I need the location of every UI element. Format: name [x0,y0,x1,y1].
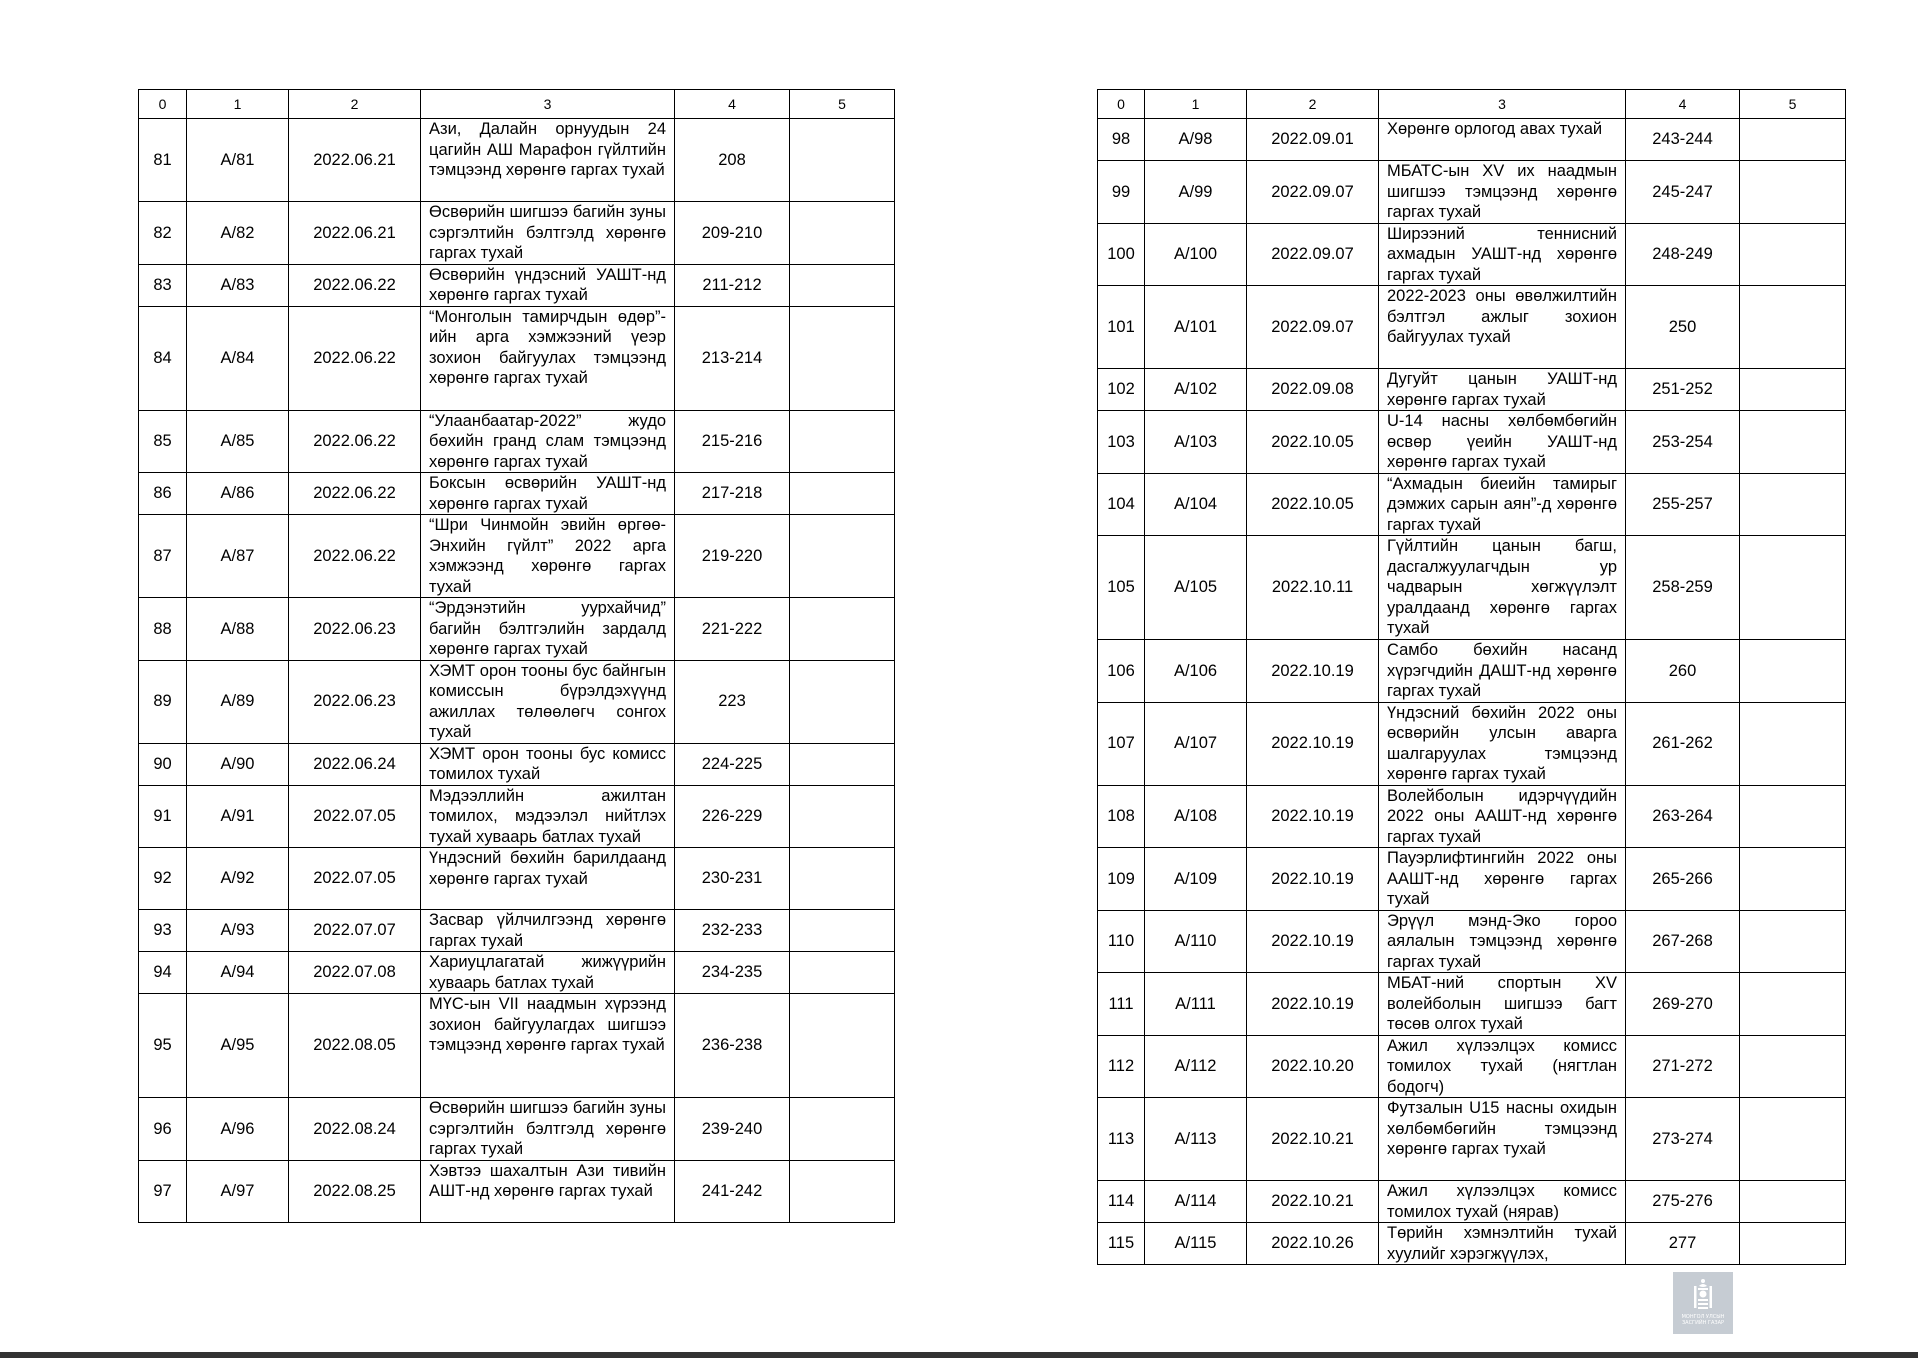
row-number-cell: 93 [139,910,187,952]
row-number-cell: 111 [1098,973,1145,1036]
title-cell: Өсвөрийн үндэсний УАШТ-нд хөрөнгө гаргах тухай [421,264,675,306]
pages-cell: 250 [1626,286,1740,369]
title-cell: Өсвөрийн шигшээ багийн зуны сэргэлтийн бэлтгэлд хөрөнгө гаргах тухай [421,1098,675,1161]
row-number-cell: 109 [1098,848,1145,911]
note-cell [1740,369,1846,411]
note-cell [1740,910,1846,973]
pages-cell: 241-242 [675,1160,790,1222]
table-row [1098,973,1846,1036]
order-code-cell: А/92 [187,848,289,910]
table-row [1098,1035,1846,1098]
date-cell: 2022.09.07 [1247,161,1379,224]
title-cell: Боксын өсвөрийн УАШТ-нд хөрөнгө гаргах тухай [421,473,675,515]
row-number-cell: 86 [139,473,187,515]
note-cell [1740,536,1846,640]
table-row [139,785,895,848]
header-cell: 2 [1247,90,1379,119]
date-cell: 2022.10.21 [1247,1098,1379,1181]
table-row [1098,640,1846,703]
table-row [1098,161,1846,224]
table-row [139,743,895,785]
date-cell: 2022.10.26 [1247,1223,1379,1265]
pages-cell: 269-270 [1626,973,1740,1036]
header-row [1098,90,1846,119]
pages-cell: 236-238 [675,994,790,1098]
date-cell: 2022.06.21 [289,119,421,202]
note-cell [790,515,895,598]
header-cell: 1 [187,90,289,119]
note-cell [1740,1181,1846,1223]
title-cell: Ази, Далайн орнуудын 24 цагийн АШ Марафон гүйлтийн тэмцээнд хөрөнгө гаргах тухай [421,119,675,202]
header-cell: 5 [1740,90,1846,119]
row-number-cell: 108 [1098,785,1145,848]
note-cell [790,306,895,410]
row-number-cell: 83 [139,264,187,306]
title-cell: ХЭМТ орон тооны бус байнгын комиссын бүрэлдэхүүнд ажиллах төлөөлөгч сонгох тухай [421,660,675,743]
note-cell [1740,848,1846,911]
order-code-cell: А/99 [1145,161,1247,224]
order-code-cell: А/110 [1145,910,1247,973]
order-code-cell: А/105 [1145,536,1247,640]
order-code-cell: А/93 [187,910,289,952]
title-cell: Футзалын U15 насны охидын хөлбөмбөгийн тэмцээнд хөрөнгө гаргах тухай [1379,1098,1626,1181]
title-cell: “Улаанбаатар-2022” жудо бөхийн гранд слам тэмцээнд хөрөнгө гаргах тухай [421,410,675,473]
row-number-cell: 94 [139,952,187,994]
logo-text [1682,1314,1725,1326]
note-cell [1740,473,1846,536]
order-code-cell: А/84 [187,306,289,410]
row-number-cell: 105 [1098,536,1145,640]
row-number-cell: 101 [1098,286,1145,369]
note-cell [1740,119,1846,161]
date-cell: 2022.07.08 [289,952,421,994]
pages-cell: 211-212 [675,264,790,306]
order-code-cell: А/112 [1145,1035,1247,1098]
pages-cell: 234-235 [675,952,790,994]
title-cell: Пауэрлифтингийн 2022 оны ААШТ-нд хөрөнгө гаргах тухай [1379,848,1626,911]
note-cell [790,994,895,1098]
date-cell: 2022.09.01 [1247,119,1379,161]
order-code-cell: А/90 [187,743,289,785]
table-row [1098,910,1846,973]
row-number-cell: 107 [1098,702,1145,785]
date-cell: 2022.06.21 [289,202,421,265]
table-row [139,306,895,410]
note-cell [1740,785,1846,848]
date-cell: 2022.07.07 [289,910,421,952]
title-cell: ХЭМТ орон тооны бус комисс томилох тухай [421,743,675,785]
note-cell [790,410,895,473]
title-cell: Ширээний теннисний ахмадын УАШТ-нд хөрөнгө гаргах тухай [1379,223,1626,286]
note-cell [1740,286,1846,369]
pages-cell: 230-231 [675,848,790,910]
table-row [139,410,895,473]
title-cell: МБАТ-ний спортын XV волейболын шигшээ багт төсөв олгох тухай [1379,973,1626,1036]
pages-cell: 209-210 [675,202,790,265]
header-cell: 2 [289,90,421,119]
title-cell: “Шри Чинмойн эвийн өргөө-Энхийн гүйлт” 2022 арга хэмжээнд хөрөнгө гаргах тухай [421,515,675,598]
row-number-cell: 97 [139,1160,187,1222]
order-code-cell: А/106 [1145,640,1247,703]
table-row [1098,785,1846,848]
row-number-cell: 96 [139,1098,187,1161]
table-row [139,660,895,743]
row-number-cell: 87 [139,515,187,598]
row-number-cell: 113 [1098,1098,1145,1181]
row-number-cell: 112 [1098,1035,1145,1098]
pages-cell: 239-240 [675,1098,790,1161]
row-number-cell: 85 [139,410,187,473]
order-code-cell: А/85 [187,410,289,473]
pages-cell: 232-233 [675,910,790,952]
date-cell: 2022.06.22 [289,306,421,410]
order-code-cell: А/113 [1145,1098,1247,1181]
order-code-cell: А/104 [1145,473,1247,536]
title-cell: Ажил хүлээлцэх комисс томилох тухай (нягтлан бодогч) [1379,1035,1626,1098]
title-cell: Өсвөрийн шигшээ багийн зуны сэргэлтийн бэлтгэлд хөрөнгө гаргах тухай [421,202,675,265]
note-cell [1740,702,1846,785]
note-cell [1740,223,1846,286]
order-code-cell: А/81 [187,119,289,202]
pages-cell: 223 [675,660,790,743]
order-code-cell: А/114 [1145,1181,1247,1223]
title-cell: Хариуцлагатай жижүүрийн хуваарь батлах тухай [421,952,675,994]
table-row [1098,1098,1846,1181]
table-row [139,910,895,952]
note-cell [790,910,895,952]
pages-cell: 243-244 [1626,119,1740,161]
note-cell [790,1160,895,1222]
table-row [1098,473,1846,536]
date-cell: 2022.06.22 [289,410,421,473]
note-cell [790,660,895,743]
date-cell: 2022.10.19 [1247,785,1379,848]
row-number-cell: 82 [139,202,187,265]
header-cell: 4 [1626,90,1740,119]
order-code-cell: А/103 [1145,411,1247,474]
header-cell: 1 [1145,90,1247,119]
date-cell: 2022.06.24 [289,743,421,785]
row-number-cell: 106 [1098,640,1145,703]
order-code-cell: А/89 [187,660,289,743]
note-cell [790,848,895,910]
note-cell [790,264,895,306]
table-row [139,1160,895,1222]
row-number-cell: 91 [139,785,187,848]
table-row [1098,1223,1846,1265]
title-cell: “Монголын тамирчдын өдөр”-ийн арга хэмжээний үеэр зохион байгуулах тэмцээнд хөрөнгө гаргах тухай [421,306,675,410]
note-cell [790,473,895,515]
header-cell: 5 [790,90,895,119]
table-row [139,848,895,910]
row-number-cell: 98 [1098,119,1145,161]
pages-cell: 208 [675,119,790,202]
order-code-cell: А/88 [187,598,289,661]
table-row [139,994,895,1098]
pages-cell: 261-262 [1626,702,1740,785]
note-cell [1740,161,1846,224]
date-cell: 2022.09.07 [1247,286,1379,369]
pages-cell: 271-272 [1626,1035,1740,1098]
table-row [139,598,895,661]
pages-cell: 251-252 [1626,369,1740,411]
pages-cell: 221-222 [675,598,790,661]
order-code-cell: А/111 [1145,973,1247,1036]
pages-cell: 213-214 [675,306,790,410]
order-code-cell: А/109 [1145,848,1247,911]
pages-cell: 265-266 [1626,848,1740,911]
title-cell: U-14 насны хөлбөмбөгийн өсвөр үеийн УАШТ-нд хөрөнгө гаргах тухай [1379,411,1626,474]
date-cell: 2022.07.05 [289,785,421,848]
note-cell [790,598,895,661]
order-code-cell: А/91 [187,785,289,848]
pages-cell: 219-220 [675,515,790,598]
pages-cell: 224-225 [675,743,790,785]
row-number-cell: 99 [1098,161,1145,224]
date-cell: 2022.10.19 [1247,640,1379,703]
title-cell: “Ахмадын биеийн тамирыг дэмжих сарын аян”-д хөрөнгө гаргах тухай [1379,473,1626,536]
note-cell [1740,1035,1846,1098]
title-cell: Хөрөнгө орлогод авах тухай [1379,119,1626,161]
table-row [139,952,895,994]
pages-cell: 217-218 [675,473,790,515]
title-cell: Волейболын идэрчүүдийн 2022 оны ААШТ-нд хөрөнгө гаргах тухай [1379,785,1626,848]
date-cell: 2022.10.19 [1247,910,1379,973]
table-row [1098,1181,1846,1223]
pages-cell: 255-257 [1626,473,1740,536]
table-row [1098,848,1846,911]
date-cell: 2022.07.05 [289,848,421,910]
row-number-cell: 88 [139,598,187,661]
title-cell: Төрийн хэмнэлтийн тухай хуулийг хэрэгжүүлэх, [1379,1223,1626,1265]
date-cell: 2022.06.22 [289,473,421,515]
table-row [1098,411,1846,474]
note-cell [790,785,895,848]
note-cell [1740,1223,1846,1265]
pages-cell: 253-254 [1626,411,1740,474]
row-number-cell: 90 [139,743,187,785]
date-cell: 2022.10.05 [1247,473,1379,536]
note-cell [1740,1098,1846,1181]
date-cell: 2022.10.05 [1247,411,1379,474]
note-cell [790,952,895,994]
order-code-cell: А/95 [187,994,289,1098]
order-code-cell: А/86 [187,473,289,515]
date-cell: 2022.10.19 [1247,973,1379,1036]
order-code-cell: А/115 [1145,1223,1247,1265]
date-cell: 2022.09.07 [1247,223,1379,286]
title-cell: Гүйлтийн цанын багш, дасгалжуулагчдын ур чадварын хөгжүүлэлт уралдаанд хөрөнгө гаргах тухай [1379,536,1626,640]
header-row [139,90,895,119]
order-code-cell: А/107 [1145,702,1247,785]
row-number-cell: 95 [139,994,187,1098]
row-number-cell: 104 [1098,473,1145,536]
date-cell: 2022.06.23 [289,660,421,743]
table-row [1098,286,1846,369]
row-number-cell: 115 [1098,1223,1145,1265]
note-cell [790,119,895,202]
date-cell: 2022.09.08 [1247,369,1379,411]
date-cell: 2022.10.19 [1247,848,1379,911]
table-row [139,1098,895,1161]
table-row [1098,536,1846,640]
order-code-cell: А/96 [187,1098,289,1161]
date-cell: 2022.08.25 [289,1160,421,1222]
register-table-left [138,89,895,1223]
pages-cell: 273-274 [1626,1098,1740,1181]
pages-cell: 275-276 [1626,1181,1740,1223]
header-cell: 0 [1098,90,1145,119]
row-number-cell: 84 [139,306,187,410]
register-table-right [1097,89,1846,1265]
date-cell: 2022.08.05 [289,994,421,1098]
date-cell: 2022.06.22 [289,264,421,306]
note-cell [1740,640,1846,703]
title-cell: “Эрдэнэтийн уурхайчид” багийн бэлтгэлийн зардалд хөрөнгө гаргах тухай [421,598,675,661]
title-cell: 2022-2023 оны өвөлжилтийн бэлтгэл ажлыг зохион байгуулах тухай [1379,286,1626,369]
logo-line-2: ЗАСГИЙН ГАЗАР [1681,1320,1725,1326]
order-code-cell: А/98 [1145,119,1247,161]
title-cell: Ажил хүлээлцэх комисс томилох тухай (нярав) [1379,1181,1626,1223]
left-table-body [139,119,895,1223]
order-code-cell: А/100 [1145,223,1247,286]
note-cell [1740,973,1846,1036]
pages-cell: 258-259 [1626,536,1740,640]
order-code-cell: А/87 [187,515,289,598]
note-cell [1740,411,1846,474]
order-code-cell: А/97 [187,1160,289,1222]
bottom-bar [0,1352,1918,1358]
row-number-cell: 114 [1098,1181,1145,1223]
title-cell: Самбо бөхийн насанд хүрэгчдийн ДАШТ-нд хөрөнгө гаргах тухай [1379,640,1626,703]
government-emblem-logo [1673,1272,1733,1334]
pages-cell: 263-264 [1626,785,1740,848]
table-row [139,473,895,515]
pages-cell: 260 [1626,640,1740,703]
header-cell: 3 [1379,90,1626,119]
pages-cell: 226-229 [675,785,790,848]
order-code-cell: А/83 [187,264,289,306]
pages-cell: 215-216 [675,410,790,473]
row-number-cell: 81 [139,119,187,202]
table-row [139,264,895,306]
date-cell: 2022.10.19 [1247,702,1379,785]
title-cell: Хэвтээ шахалтын Ази тивийн АШТ-нд хөрөнгө гаргах тухай [421,1160,675,1222]
table-row [139,119,895,202]
header-cell: 3 [421,90,675,119]
header-cell: 4 [675,90,790,119]
table-row [1098,223,1846,286]
pages-cell: 267-268 [1626,910,1740,973]
date-cell: 2022.10.11 [1247,536,1379,640]
soyombo-icon [1688,1278,1718,1312]
logo-line-1: МОНГОЛ УЛСЫН [1681,1314,1725,1320]
note-cell [790,743,895,785]
title-cell: Дугуйт цанын УАШТ-нд хөрөнгө гаргах тухай [1379,369,1626,411]
table-row [1098,702,1846,785]
note-cell [790,1098,895,1161]
order-code-cell: А/101 [1145,286,1247,369]
title-cell: Мэдээллийн ажилтан томилох, мэдээлэл нийтлэх тухай хуваарь батлах тухай [421,785,675,848]
title-cell: Үндэсний бөхийн барилдаанд хөрөнгө гаргах тухай [421,848,675,910]
table-row [139,202,895,265]
table-row [139,515,895,598]
date-cell: 2022.06.23 [289,598,421,661]
row-number-cell: 103 [1098,411,1145,474]
row-number-cell: 110 [1098,910,1145,973]
date-cell: 2022.10.20 [1247,1035,1379,1098]
header-cell: 0 [139,90,187,119]
note-cell [790,202,895,265]
pages-cell: 277 [1626,1223,1740,1265]
pages-cell: 248-249 [1626,223,1740,286]
row-number-cell: 100 [1098,223,1145,286]
title-cell: МБАТС-ын XV их наадмын шигшээ тэмцээнд хөрөнгө гаргах тухай [1379,161,1626,224]
order-code-cell: А/94 [187,952,289,994]
order-code-cell: А/102 [1145,369,1247,411]
title-cell: Засвар үйлчилгээнд хөрөнгө гаргах тухай [421,910,675,952]
table-row [1098,119,1846,161]
title-cell: Үндэсний бөхийн 2022 оны өсвөрийн улсын аварга шалгаруулах тэмцээнд хөрөнгө гаргах тухай [1379,702,1626,785]
title-cell: Эрүүл мэнд-Эко гороо аялалын тэмцээнд хөрөнгө гаргах тухай [1379,910,1626,973]
row-number-cell: 102 [1098,369,1145,411]
date-cell: 2022.10.21 [1247,1181,1379,1223]
row-number-cell: 92 [139,848,187,910]
table-row [1098,369,1846,411]
pages-cell: 245-247 [1626,161,1740,224]
date-cell: 2022.06.22 [289,515,421,598]
title-cell: МҮС-ын VII наадмын хүрээнд зохион байгуулагдах шигшээ тэмцээнд хөрөнгө гаргах тухай [421,994,675,1098]
right-table-body [1098,119,1846,1265]
order-code-cell: А/108 [1145,785,1247,848]
date-cell: 2022.08.24 [289,1098,421,1161]
row-number-cell: 89 [139,660,187,743]
order-code-cell: А/82 [187,202,289,265]
